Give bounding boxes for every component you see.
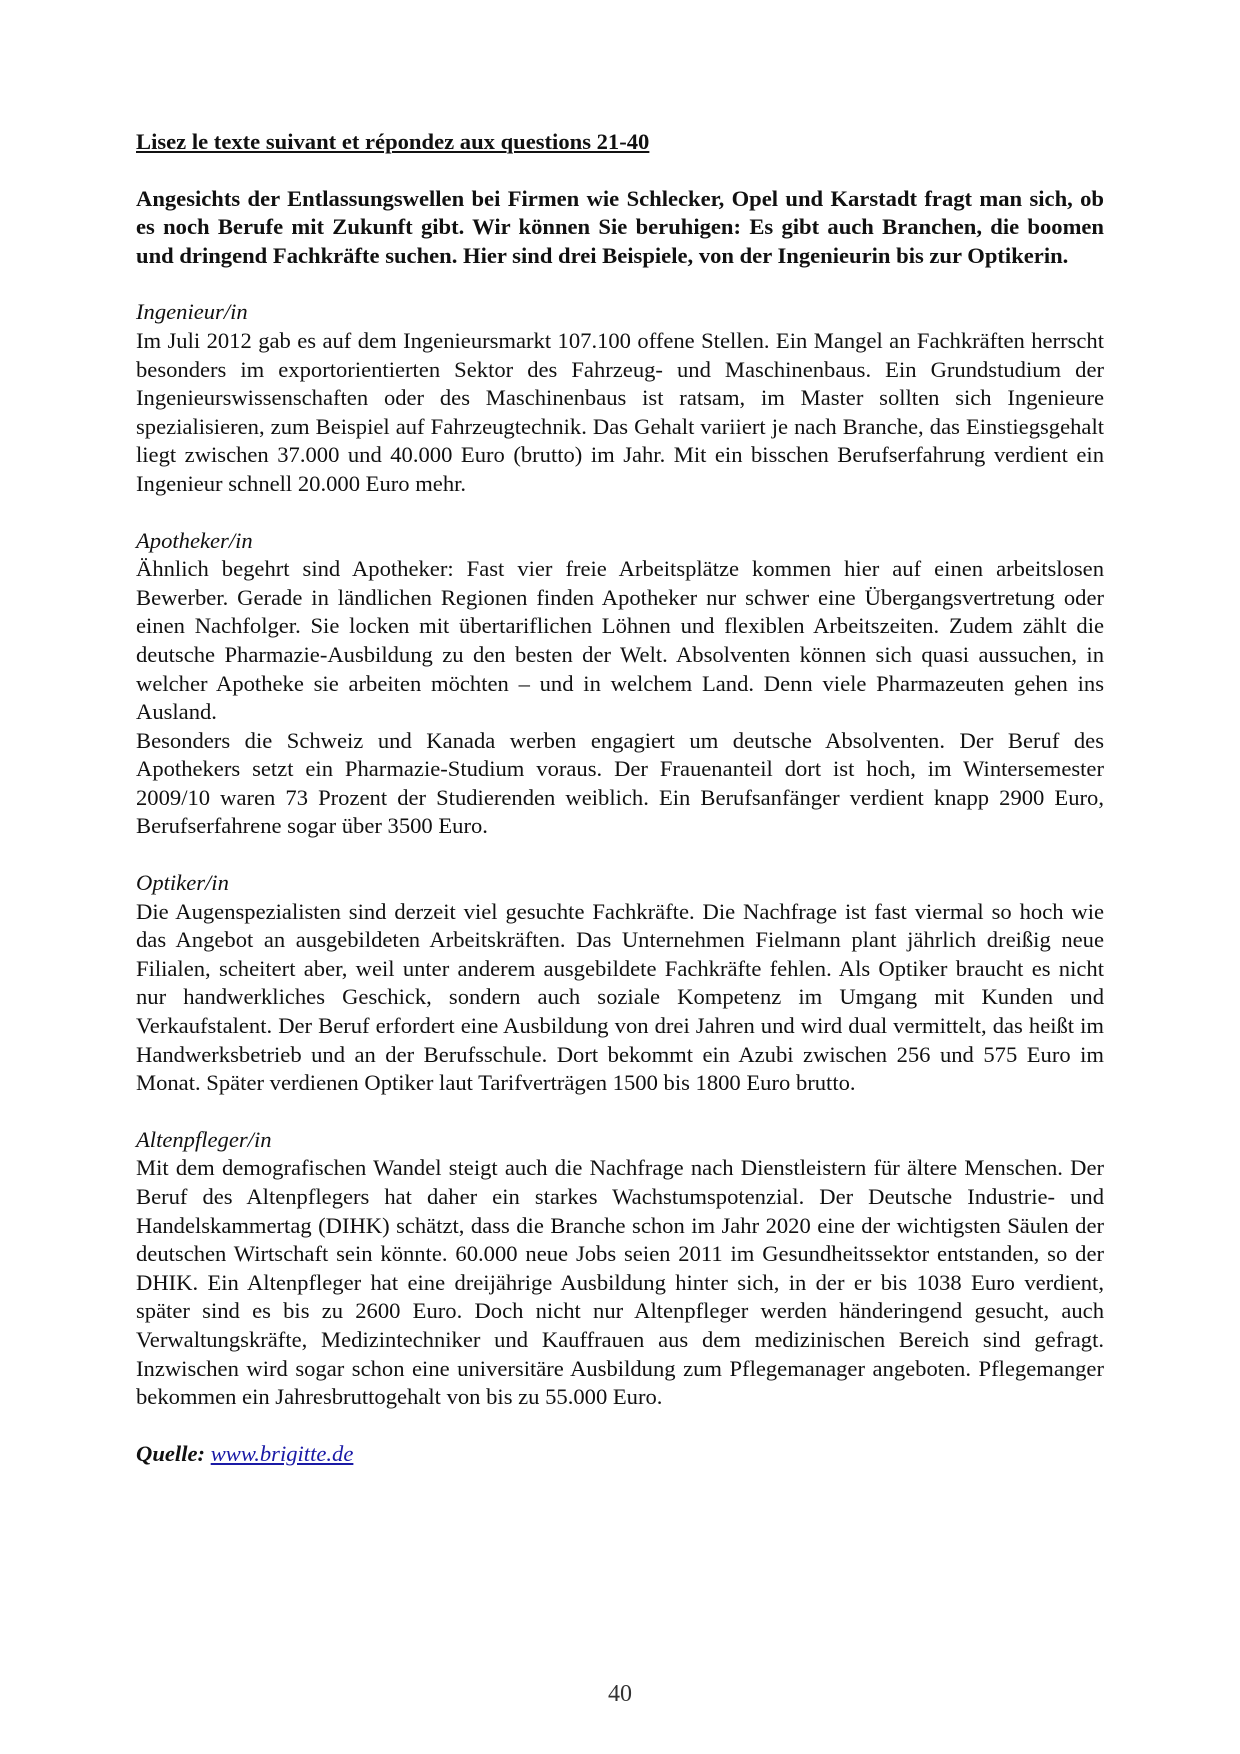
section-apotheker (136, 527, 1104, 842)
source-label: Quelle (136, 1440, 198, 1466)
source-line (136, 1440, 1104, 1469)
section-paragraph: Besonders die Schweiz und Kanada werben engagiert um deutsche Absolventen. Der Beruf des Apothekers setzt ein Pharmazie-Studium voraus. Der Frauenanteil dort ist hoch, im Wintersemester 2009/10 waren 73 Prozent der Studierenden weiblich. Ein Berufsanfänger verdient knapp 2900 Euro, Berufserfahrene sogar über 3500 Euro. (136, 727, 1104, 839)
section-ingenieur (136, 298, 1104, 498)
document-page (136, 128, 1104, 1491)
source-separator: : (197, 1440, 211, 1466)
intro-paragraph: Angesichts der Entlassungswellen bei Firmen wie Schlecker, Opel und Karstadt fragt man sich, ob es noch Berufe mit Zukunft gibt. Wir können Sie beruhigen: Es gibt auch Branchen, die boomen und dringend Fachkräfte suchen. Hier sind drei Beispiele, von der Ingenieurin bis zur Optikerin. (136, 185, 1104, 268)
section-optiker (136, 869, 1104, 1098)
page-number: 40 (608, 1681, 632, 1707)
section-title: Apotheker/in (136, 527, 253, 553)
section-title: Optiker/in (136, 870, 229, 896)
section-title: Altenpfleger/in (136, 1126, 272, 1152)
section-paragraph: Mit dem demografischen Wandel steigt auch die Nachfrage nach Dienstleistern für ältere Menschen. Der Beruf des Altenpflegers hat daher ein starkes Wachstumspotenzial. Der Deutsche Industrie- und Handelskammertag (DIHK) schätzt, dass die Branche schon im Jahr 2020 eine der wichtigsten Säulen der deutschen Wirtschaft sein könnte. 60.000 neue Jobs seien 2011 im Gesundheitssektor entstanden, so der DHIK. Ein Altenpfleger hat eine dreijährige Ausbildung hinter sich, in der er bis 1038 Euro verdient, später sind es bis zu 2600 Euro. Doch nicht nur Altenpfleger werden händeringend gesucht, auch Verwaltungskräfte, Medizintechniker und Kauffrauen aus dem medizinischen Bereich sind gefragt. Inzwischen wird sogar schon eine universitäre Ausbildung zum Pflegemanager angeboten. Pflegemanger bekommen ein Jahresbruttogehalt von bis zu 55.000 Euro. (136, 1155, 1104, 1410)
section-title: Ingenieur/in (136, 299, 248, 325)
section-altenpfleger (136, 1126, 1104, 1412)
section-paragraph: Im Juli 2012 gab es auf dem Ingenieursmarkt 107.100 offene Stellen. Ein Mangel an Fachkräften herrscht besonders im exportorientierten Sektor des Fahrzeug- und Maschinenbaus. Ein Grundstudium der Ingenieurswissenschaften oder des Maschinenbaus ist ratsam, im Master sollten sich Ingenieure spezialisieren, zum Beispiel auf Fahrzeugtechnik. Das Gehalt variiert je nach Branche, das Einstiegsgehalt liegt zwischen 37.000 und 40.000 Euro (brutto) im Jahr. Mit ein bisschen Berufserfahrung verdient ein Ingenieur schnell 20.000 Euro mehr. (136, 327, 1104, 496)
task-heading: Lisez le texte suivant et répondez aux questions 21-40 (136, 129, 650, 154)
section-paragraph: Ähnlich begehrt sind Apotheker: Fast vier freie Arbeitsplätze kommen hier auf einen arbeitslosen Bewerber. Gerade in ländlichen Regionen finden Apotheker nur schwer eine Übergangsvertretung oder einen Nachfolger. Sie locken mit übertariflichen Löhnen und flexiblen Arbeitszeiten. Zudem zählt die deutsche Pharmazie-Ausbildung zu den besten der Welt. Absolventen können sich quasi aussuchen, in welcher Apotheke sie arbeiten möchten – und in welchem Land. Denn viele Pharmazeuten gehen ins Ausland. (136, 556, 1104, 725)
source-link[interactable]: www.brigitte.de (210, 1440, 354, 1466)
section-paragraph: Die Augenspezialisten sind derzeit viel gesuchte Fachkräfte. Die Nachfrage ist fast viermal so hoch wie das Angebot an ausgebildeten Arbeitskräften. Das Unternehmen Fielmann plant jährlich dreißig neue Filialen, scheitert aber, weil unter anderem ausgebildete Fachkräfte fehlen. Als Optiker braucht es nicht nur handwerkliches Geschick, sondern auch soziale Kompetenz im Umgang mit Kunden und Verkaufstalent. Der Beruf erfordert eine Ausbildung von drei Jahren und wird dual vermittelt, das heißt im Handwerksbetrieb und an der Berufsschule. Dort bekommt ein Azubi zwischen 256 und 575 Euro im Monat. Später verdienen Optiker laut Tarifverträgen 1500 bis 1800 Euro brutto. (136, 898, 1104, 1096)
